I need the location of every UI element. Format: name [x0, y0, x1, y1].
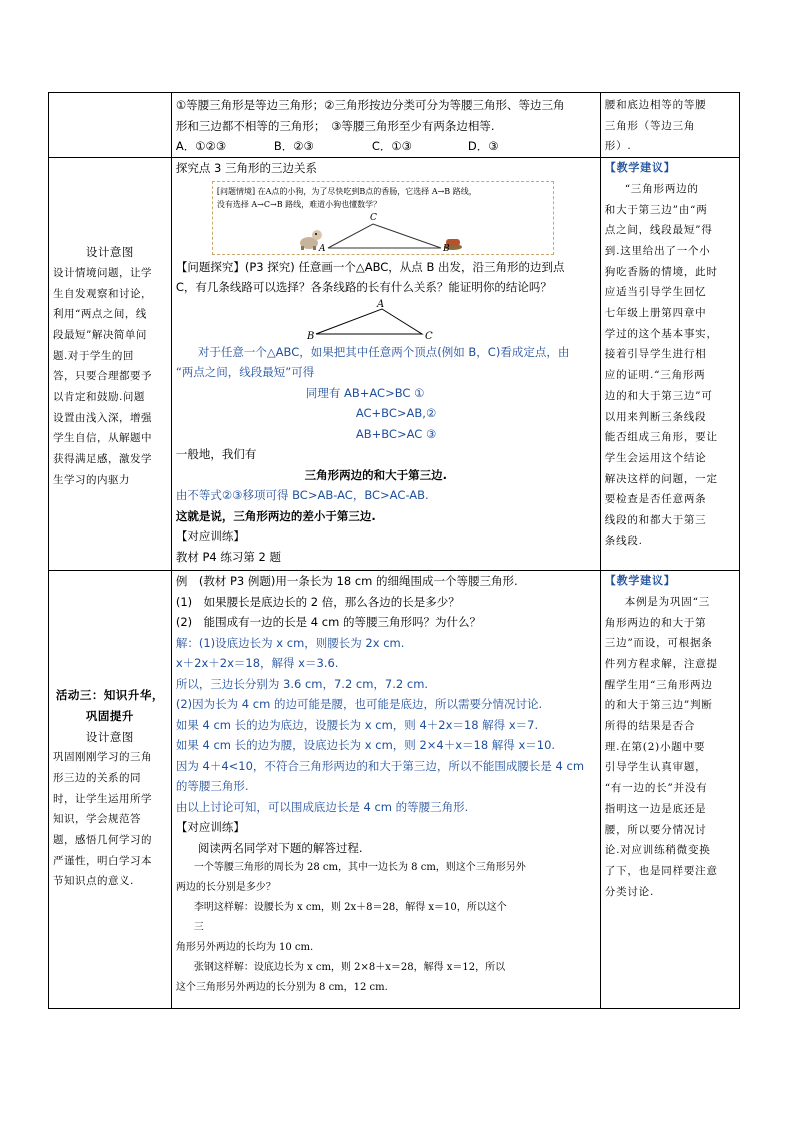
tip-line: 七年级上册第四章中	[604, 307, 707, 320]
intent-line: 获得满足感，激发学	[53, 453, 152, 466]
intent-line: 巩固刚刚学习的三角	[53, 751, 152, 764]
intent-line: 以肯定和鼓励.问题	[53, 391, 145, 404]
tip-line: 线段的和都大于第三	[604, 514, 707, 527]
tip-line: 件列方程求解，注意提	[604, 657, 718, 670]
triangle-abc-figure	[176, 298, 595, 342]
tip-line: 边的和大于第三边”可	[604, 389, 713, 402]
scenario-line: [问题情境] 在A点的小狗，为了尽快吃到B点的香肠，它选择 A→B 路线，	[216, 186, 477, 196]
scenario-line: 没有选择 A→C→B 路线，难道小狗也懂数学？	[216, 199, 382, 209]
intent-line: 学生自信，从解题中	[53, 432, 152, 445]
tip-line: 解决这样的问题，一定	[604, 472, 718, 485]
tip-line: 点之间，线段最短”得	[604, 224, 713, 237]
tip-line: “有一边的长”并没有	[604, 782, 708, 795]
solution-line: 的等腰三角形.	[175, 779, 249, 794]
tip-line: 条线段.	[604, 534, 643, 547]
tip-line: 接着引导学生进行相	[604, 348, 707, 361]
explore-line: 【问题探究】(P3 探究) 任意画一个△ABC，从点 B 出发，沿三角形的边到点	[175, 259, 565, 274]
derivation: 由不等式②③移项可得 BC>AB-AC，BC>AC-AB.	[175, 488, 429, 503]
row3-main-cell	[171, 571, 600, 1009]
inequality-1: 同理有 AB+AC>BC ①	[305, 385, 425, 400]
label-a: A	[318, 243, 326, 252]
general-statement: 一般地，我们有	[175, 447, 257, 462]
row-activity-three	[49, 571, 740, 1009]
design-intent-title: 设计意图	[85, 245, 134, 260]
lesson-plan-table	[48, 92, 740, 1009]
label-b: B	[442, 243, 450, 252]
row2-main-cell	[171, 158, 600, 571]
option-a: A．①②③	[175, 139, 227, 153]
tip-line: 学过的这个基本事实，	[604, 327, 718, 340]
tip-line: 了下，也是同样要注意	[604, 864, 718, 877]
question-1: (1) 如果腰长是底边长的 2 倍，那么各边的长是多少？	[175, 594, 460, 609]
section-heading: 探究点 3 三角形的三边关系	[175, 161, 317, 176]
tip-line: 腰，所以要分情况讨	[604, 823, 707, 836]
label-c: C	[369, 212, 377, 223]
intent-line: 利用“两点之间，线	[53, 308, 147, 321]
question-line: 形和三边都不相等的三角形； ③等腰三角形至少有两条边相等.	[175, 118, 495, 133]
student-answer-line: 张钢这样解：设底边长为 x cm，则 2×8＋x＝28，解得 x＝12，所以	[193, 962, 506, 974]
training-label: 【对应训练】	[175, 529, 245, 544]
tip-line: 应适当引导学生回忆	[604, 286, 707, 299]
tip-line: 能否组成三角形，要让	[604, 431, 718, 444]
intent-line: 形三边的关系的同	[53, 771, 141, 784]
problem-line: 两边的长分别是多少？	[175, 882, 276, 894]
read-instruction: 阅读两名同学对下题的解答过程.	[197, 840, 363, 855]
student-answer-line: 三	[193, 922, 204, 934]
row2-side-cell	[600, 158, 739, 571]
option-c: C．①③	[371, 139, 412, 153]
solution-line: 解：(1)设底边长为 x cm，则腰长为 2x cm.	[175, 635, 405, 650]
solution-line: 如果 4 cm 长的边为底边，设腰长为 x cm，则 4＋2x＝18 解得 x＝7.	[175, 717, 539, 732]
dog-path-diagram	[213, 208, 553, 252]
side-line: 形）.	[604, 140, 632, 153]
intent-line: 题.对于学生的回	[53, 349, 134, 362]
example-statement: 例 (教材 P3 例题)用一条长为 18 cm 的细绳围成一个等腰三角形.	[175, 574, 518, 589]
answer-options	[176, 136, 596, 157]
solution-line: 所以，三边长分别为 3.6 cm，7.2 cm，7.2 cm.	[175, 676, 429, 691]
option-b: B．②③	[273, 139, 314, 153]
triangle-abc	[316, 309, 422, 334]
tip-line: 的和大于第三边”判断	[604, 699, 713, 712]
side-line: 腰和底边相等的等腰	[604, 99, 707, 111]
scenario-figure	[212, 181, 554, 255]
intent-line: 节知识点的意义.	[53, 875, 134, 888]
vertex-a: A	[376, 298, 385, 310]
intent-line: 严谨性，明白学习本	[53, 854, 152, 867]
solution-line: x＋2x＋2x＝18，解得 x＝3.6.	[175, 656, 339, 671]
student-answer-line: 角形另外两边的长均为 10 cm.	[175, 942, 314, 954]
intent-line: 段最短”解决简单问	[53, 328, 147, 341]
tip-line: 角形两边的和大于第	[604, 616, 707, 629]
tip-line: 理.在第(2)小题中要	[604, 740, 706, 753]
teaching-tip-label: 【教学建议】	[604, 574, 676, 588]
student-answer-line: 李明这样解：设腰长为 x cm，则 2x＋8＝28，解得 x＝10，所以这个	[193, 902, 507, 914]
design-intent-title: 设计意图	[85, 729, 134, 744]
path-triangle	[328, 224, 441, 248]
tip-line: 学生会运用这个结论	[604, 451, 707, 464]
vertex-b: B	[306, 330, 315, 342]
intent-line: 设计情境问题，让学	[53, 266, 152, 279]
tip-line: 分类讨论.	[604, 885, 655, 898]
intent-line: 生自发观察和讨论，	[53, 287, 152, 300]
intent-line: 生学习的内驱力	[53, 473, 130, 486]
question-line: ①等腰三角形是等边三角形；②三角形按边分类可分为等腰三角形、等边三角	[175, 98, 565, 112]
tip-line: 到.这里给出了一个小	[604, 244, 711, 257]
tip-line: 本例是为巩固“三	[624, 595, 711, 608]
tip-line: 要检查是否任意两条	[604, 493, 707, 506]
question-2: (2) 能围成有一边的长是 4 cm 的等腰三角形吗？为什么？	[175, 615, 481, 630]
tip-line: 指明这一边是底还是	[604, 802, 707, 815]
explore-line: C，有几条线路可以选择？各条线路的长有什么关系？能证明你的结论吗？	[175, 280, 552, 295]
tip-line: 所得的结果是否合	[604, 720, 696, 733]
row1-side-cell	[600, 93, 739, 158]
row-exploration	[49, 158, 740, 571]
intent-line: 题，感悟几何学习的	[53, 834, 152, 847]
intent-line: 设置由浅入深，增强	[53, 411, 152, 424]
inequality-2: AC+BC>AB,②	[355, 406, 437, 421]
student-answer-line: 这个三角形另外两边的长分别为 8 cm，12 cm.	[175, 982, 388, 994]
intent-line: 答，只要合理都要予	[53, 370, 152, 383]
theorem: 三角形两边的和大于第三边.	[304, 467, 447, 482]
row-exercise	[49, 93, 740, 158]
activity-title: 巩固提升	[85, 708, 134, 723]
solution-line: 因为 4＋4<10，不符合三角形两边的和大于第三边，所以不能围成腰长是 4 cm	[175, 758, 585, 773]
row2-left-cell	[49, 158, 172, 571]
activity-title: 活动三：知识升华，	[55, 688, 164, 703]
argument-line: “两点之间，线段最短”可得	[175, 365, 315, 380]
inequality-3: AB+BC>AC ③	[355, 426, 437, 441]
row1-main-cell	[171, 93, 600, 158]
intent-line: 时，让学生运用所学	[53, 792, 152, 805]
vertex-c: C	[424, 330, 433, 342]
conclusion: 这就是说，三角形两边的差小于第三边.	[175, 508, 376, 523]
option-d: D．③	[467, 139, 499, 153]
training-text: 教材 P4 练习第 2 题	[175, 549, 282, 564]
row3-side-cell	[600, 571, 739, 1009]
solution-line: (2)因为长为 4 cm 的边可能是腰，也可能是底边，所以需要分情况讨论.	[175, 697, 543, 712]
intent-line: 知识，学会规范答	[53, 813, 141, 826]
teaching-tip-label: 【教学建议】	[604, 161, 676, 175]
tip-line: 引导学生认真审题，	[604, 761, 707, 774]
solution-line: 由以上讨论可知，可以围成底边长是 4 cm 的等腰三角形.	[175, 799, 469, 814]
argument-line: 对于任意一个△ABC，如果把其中任意两个顶点(例如 B，C)看成定点，由	[197, 344, 570, 359]
side-line: 三角形（等边三角	[604, 119, 696, 132]
training-label: 【对应训练】	[175, 820, 245, 835]
tip-line: 三边”而设，可根据条	[604, 637, 713, 650]
tip-line: 醒学生用“三角形两边	[604, 678, 713, 691]
tip-line: 和大于第三边”由“两	[604, 203, 708, 216]
problem-line: 一个等腰三角形的周长为 28 cm，其中一边长为 8 cm，则这个三角形另外	[193, 862, 526, 874]
tip-line: “三角形两边的	[624, 182, 699, 195]
solution-line: 如果 4 cm 长的边为腰，设底边长为 x cm，则 2×4＋x＝18 解得 x＝10.	[175, 738, 556, 753]
tip-line: 狗吃香肠的情境，此时	[604, 265, 718, 278]
row3-left-cell	[49, 571, 172, 1009]
tip-line: 以用来判断三条线段	[604, 410, 707, 423]
row1-left-cell	[49, 93, 172, 158]
tip-line: 应的证明.“三角形两	[604, 369, 706, 382]
tip-line: 论.对应训练稍微变换	[604, 844, 711, 857]
